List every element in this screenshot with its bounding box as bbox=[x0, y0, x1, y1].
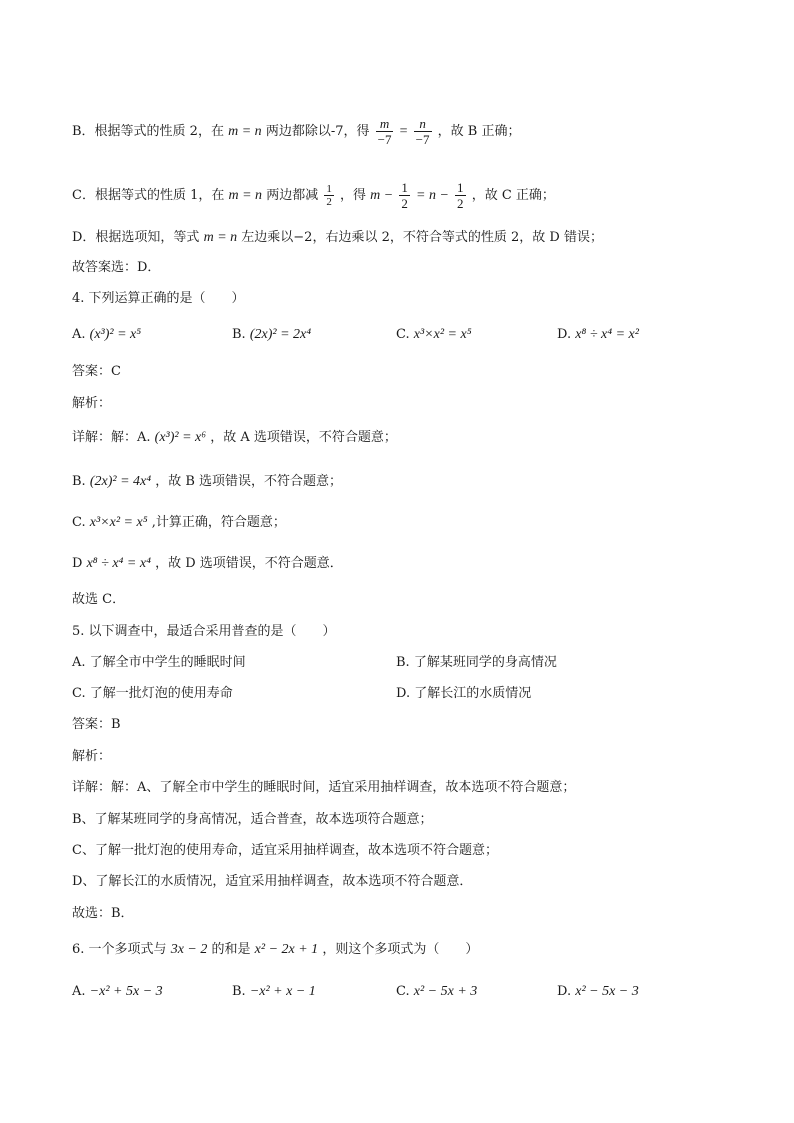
q5-option-b: B. 了解某班同学的身高情况 bbox=[396, 655, 557, 670]
q6-option-c: C. x² − 5x + 3 bbox=[396, 984, 478, 999]
q4-detail-a: 详解：解：A. (x³)² = x⁶ ，故 A 选项错误，不符合题意； bbox=[72, 430, 397, 445]
q5-option-a: A. 了解全市中学生的睡眠时间 bbox=[72, 655, 246, 670]
q4-stem: 4. 下列运算正确的是（ ） bbox=[72, 291, 245, 306]
q4-option-d: D. x⁸ ÷ x⁴ = x² bbox=[557, 327, 639, 342]
q4-detail-d: D x⁸ ÷ x⁴ = x⁴ ，故 D 选项错误，不符合题意． bbox=[72, 556, 343, 571]
prev-answer: 故答案选：D． bbox=[72, 260, 161, 275]
prev-option-b-explanation: B．根据等式的性质 2，在 m = n 两边都除以-7，得 $\frac{m}{-7}$ = $\frac{n}{-7}$ ，故 B 正确； bbox=[72, 116, 521, 147]
q5-conclusion: 故选：B． bbox=[72, 906, 134, 921]
prev-option-c-explanation: C．根据等式的性质 1，在 m = n 两边都减 $\frac{1}{2}$ ，得 m − $\frac{1}{2}$ = n − $\frac{1}{2}$ ，故 C 正确； bbox=[72, 180, 555, 211]
q4-conclusion: 故选 C． bbox=[72, 592, 126, 607]
q5-stem: 5. 以下调查中，最适合采用普查的是（ ） bbox=[72, 624, 336, 639]
q6-option-a: A. −x² + 5x − 3 bbox=[72, 984, 163, 999]
q5-detail: D、了解长江的水质情况，适宜采用抽样调查，故本选项不符合题意． bbox=[72, 874, 473, 889]
q5-detail: C、了解一批灯泡的使用寿命，适宜采用抽样调查，故本选项不符合题意； bbox=[72, 843, 498, 858]
q4-analysis-label: 解析： bbox=[72, 396, 112, 411]
q5-option-d: D. 了解长江的水质情况 bbox=[396, 686, 532, 701]
q4-detail-b: B. (2x)² = 4x⁴ ，故 B 选项错误，不符合题意； bbox=[72, 474, 343, 489]
q4-option-b: B. (2x)² = 2x⁴ bbox=[232, 327, 312, 342]
q5-analysis-label: 解析： bbox=[72, 749, 112, 764]
prev-option-d-explanation: D．根据选项知，等式 m = n 左边乘以−2，右边乘以 2，不符合等式的性质 2，故 D 错误； bbox=[72, 230, 603, 245]
q6-option-b: B. −x² + x − 1 bbox=[232, 984, 316, 999]
q4-option-a: A. (x³)² = x⁵ bbox=[72, 327, 142, 342]
q5-option-c: C. 了解一批灯泡的使用寿命 bbox=[72, 686, 233, 701]
q4-answer: 答案：C bbox=[72, 364, 121, 379]
q5-answer: 答案：B bbox=[72, 717, 121, 732]
q6-option-d: D. x² − 5x − 3 bbox=[557, 984, 639, 999]
q4-detail-c: C. x³×x² = x⁵ ,计算正确，符合题意； bbox=[72, 515, 286, 530]
q5-detail: 详解：解：A、了解全市中学生的睡眠时间，适宜采用抽样调查，故本选项不符合题意； bbox=[72, 780, 576, 795]
q4-option-c: C. x³×x² = x⁵ bbox=[396, 327, 472, 342]
q5-detail: B、了解某班同学的身高情况，适合普查，故本选项符合题意； bbox=[72, 812, 433, 827]
q6-stem: 6. 一个多项式与 3x − 2 的和是 x² − 2x + 1 ，则这个多项式为（ ） bbox=[72, 942, 479, 957]
